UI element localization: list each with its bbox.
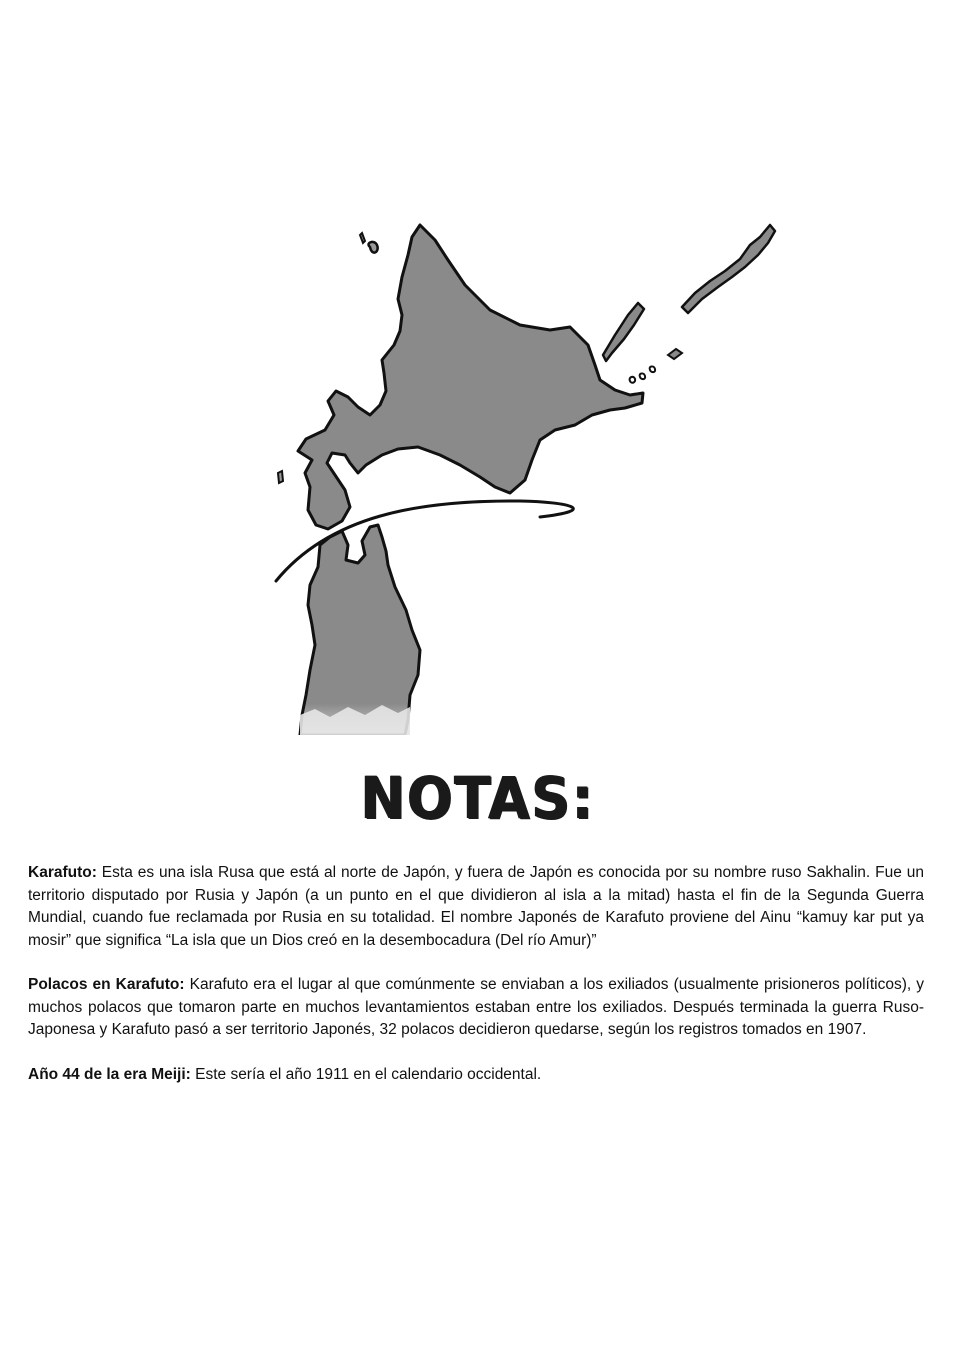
note-text: Este sería el año 1911 en el calendario occidental.	[190, 1065, 542, 1083]
notes-section	[28, 862, 924, 1108]
honshu-island	[300, 525, 420, 735]
note-text: Esta es una isla Rusa que está al norte de Japón, y fuera de Japón es conocida por su nombre ruso Sakhalin. Fue un territorio disputado por Rusia y Japón (a un punto en el que dividieron al isla a la mitad) hasta el fin de la Segunda Guerra Mundial, cuando fue reclamada por Rusia en su totalidad. El nombre Japonés de Karafuto proviene del Ainu “kamuy kar put ya mosir” que significa “La isla que un Dios creó en la desembocadura (Del río Amur)”	[28, 864, 924, 949]
note-term: Karafuto:	[28, 864, 97, 881]
habomai-islet-2	[640, 373, 646, 379]
note-meiji	[28, 1064, 924, 1087]
note-polacos	[28, 974, 924, 1042]
japan-map	[270, 215, 810, 735]
rishiri-island	[369, 242, 378, 253]
hokkaido-island	[298, 225, 643, 529]
okushiri-island	[278, 471, 283, 483]
habomai-islet-3	[650, 366, 656, 372]
note-text: Karafuto era el lugar al que comúnmente se enviaban a los exiliados (usualmente prisioneros políticos), y muchos polacos que tomaron parte en muchos levantamientos estaban entre los exiliados. Después terminada la guerra Ruso-Japonesa y Karafuto pasó a ser territorio Japonés, 32 polacos decidieron quedarse, según los registros tomados en 1907.	[28, 976, 924, 1038]
kunashiri-island	[603, 303, 644, 361]
map-illustration	[270, 215, 810, 735]
habomai-islet-1	[630, 377, 636, 383]
notes-title: NOTAS:	[360, 764, 596, 832]
iturup-island	[682, 225, 775, 313]
shikotan-island	[668, 349, 682, 359]
note-term: Polacos en Karafuto:	[28, 976, 185, 993]
note-karafuto	[28, 862, 924, 952]
note-term: Año 44 de la era Meiji:	[28, 1065, 191, 1083]
rebun-island	[360, 233, 365, 243]
